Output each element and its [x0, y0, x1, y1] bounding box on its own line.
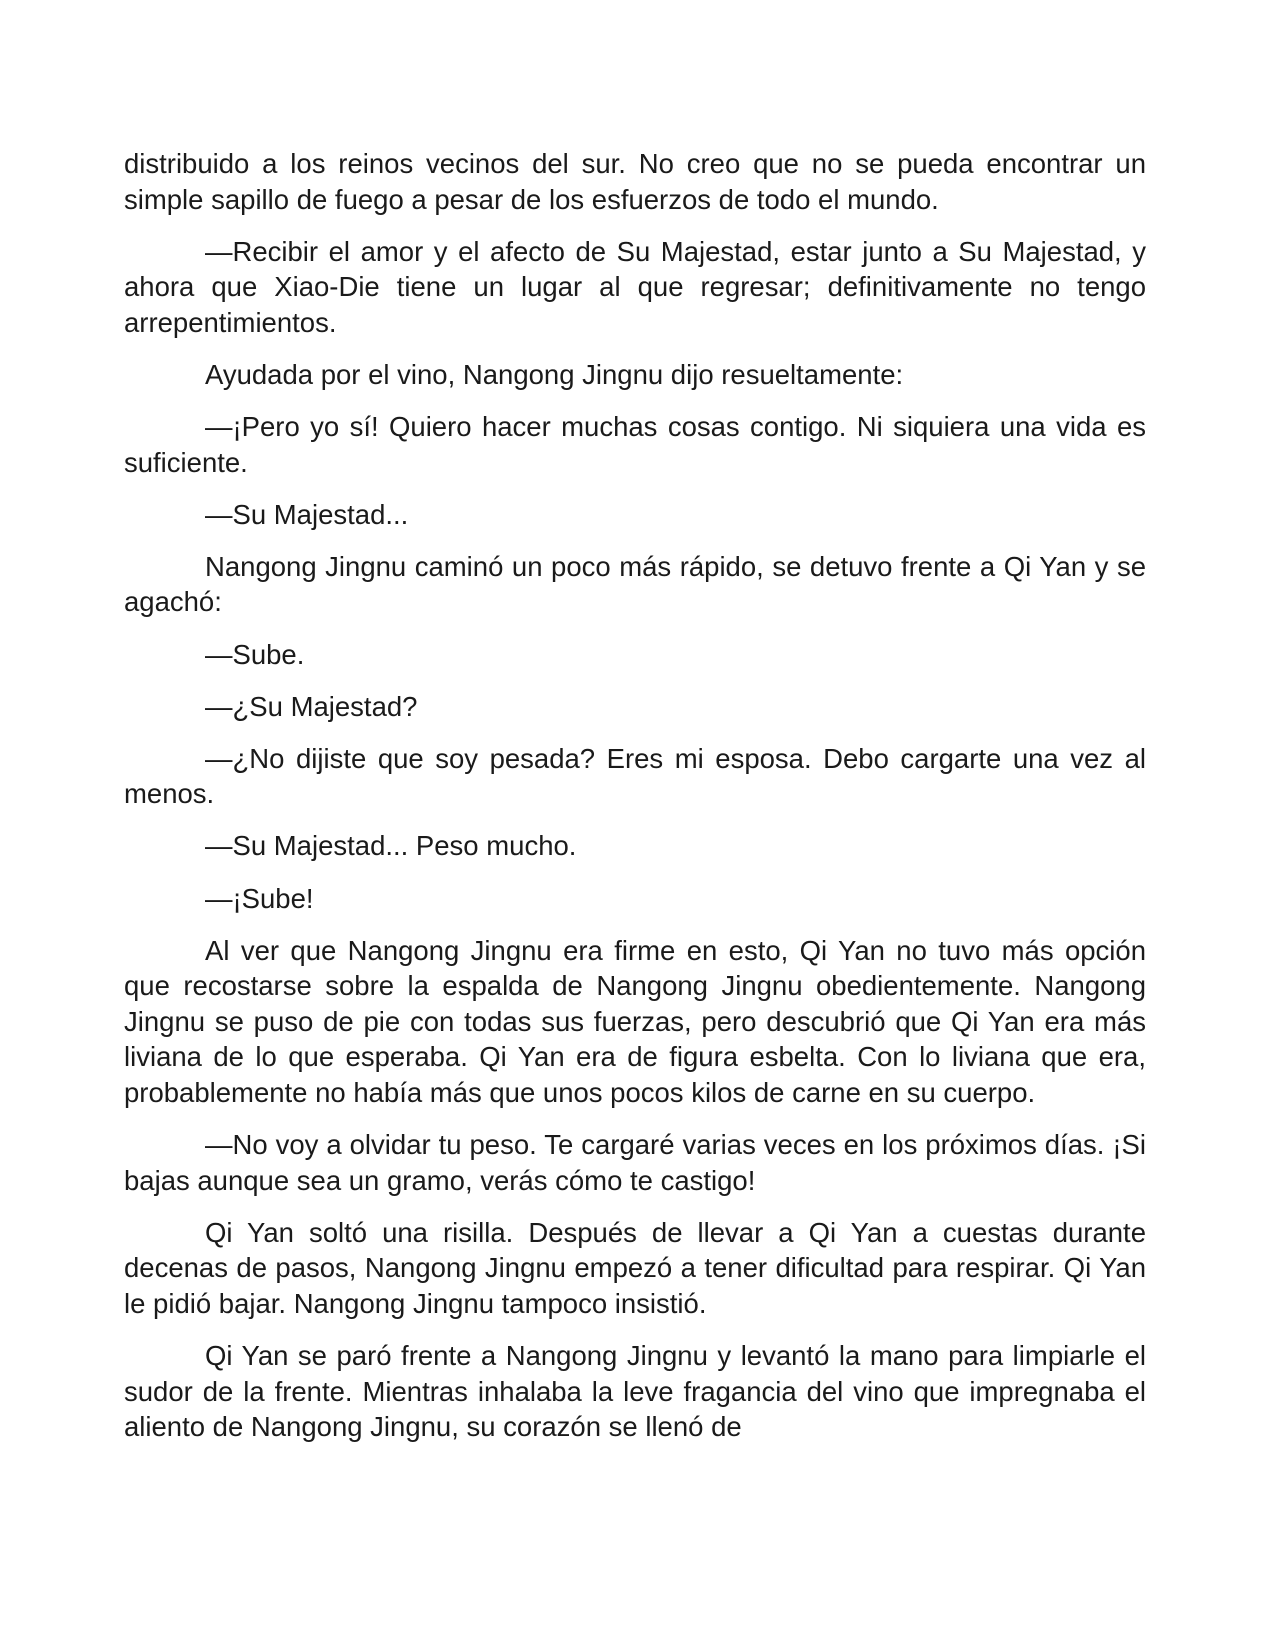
- paragraph: Qi Yan se paró frente a Nangong Jingnu y levantó la mano para limpiarle el sudor de la frente. Mientras inhalaba la leve fragancia del vino que impregnaba el aliento de Nangong Jingnu, su corazón se llenó de: [124, 1340, 1146, 1443]
- paragraph: —¿No dijiste que soy pesada? Eres mi esposa. Debo cargarte una vez al menos.: [124, 742, 1146, 810]
- paragraph: Ayudada por el vino, Nangong Jingnu dijo resueltamente:: [205, 358, 904, 390]
- paragraph: —¿Su Majestad?: [205, 690, 418, 722]
- paragraph: —¡Pero yo sí! Quiero hacer muchas cosas contigo. Ni siquiera una vida es suficiente.: [124, 411, 1146, 478]
- paragraph: —¡Sube!: [205, 882, 314, 914]
- paragraph: Nangong Jingnu caminó un poco más rápido, se detuvo frente a Qi Yan y se agachó:: [124, 550, 1146, 618]
- paragraph: —Su Majestad... Peso mucho.: [205, 830, 577, 862]
- paragraph: —Recibir el amor y el afecto de Su Majestad, estar junto a Su Majestad, y ahora que Xiao-Die tiene un lugar al que regresar; definitivamente no tengo arrepentimientos.: [124, 235, 1146, 338]
- paragraph: Qi Yan soltó una risilla. Después de llevar a Qi Yan a cuestas durante decenas de pasos, Nangong Jingnu empezó a tener dificultad para respirar. Qi Yan le pidió bajar. Nangong Jingnu tampoco insistió.: [124, 1216, 1146, 1319]
- paragraph: Al ver que Nangong Jingnu era firme en esto, Qi Yan no tuvo más opción que recostarse sobre la espalda de Nangong Jingnu obedientemente. Nangong Jingnu se puso de pie con todas sus fuerzas, pero descubrió que Qi Yan era más liviana de lo que esperaba. Qi Yan era de figura esbelta. Con lo liviana que era, probablemente no había más que unos pocos kilos de carne en su cuerpo.: [124, 934, 1146, 1108]
- paragraph: —No voy a olvidar tu peso. Te cargaré varias veces en los próximos días. ¡Si bajas aunque sea un gramo, verás cómo te castigo!: [124, 1129, 1146, 1196]
- paragraph: —Sube.: [205, 638, 305, 670]
- paragraph-continuation: distribuido a los reinos vecinos del sur. No creo que no se pueda encontrar un simple sapillo de fuego a pesar de los esfuerzos de todo el mundo.: [124, 148, 1146, 215]
- paragraph: —Su Majestad...: [205, 498, 409, 530]
- body-text: [124, 146, 1146, 1461]
